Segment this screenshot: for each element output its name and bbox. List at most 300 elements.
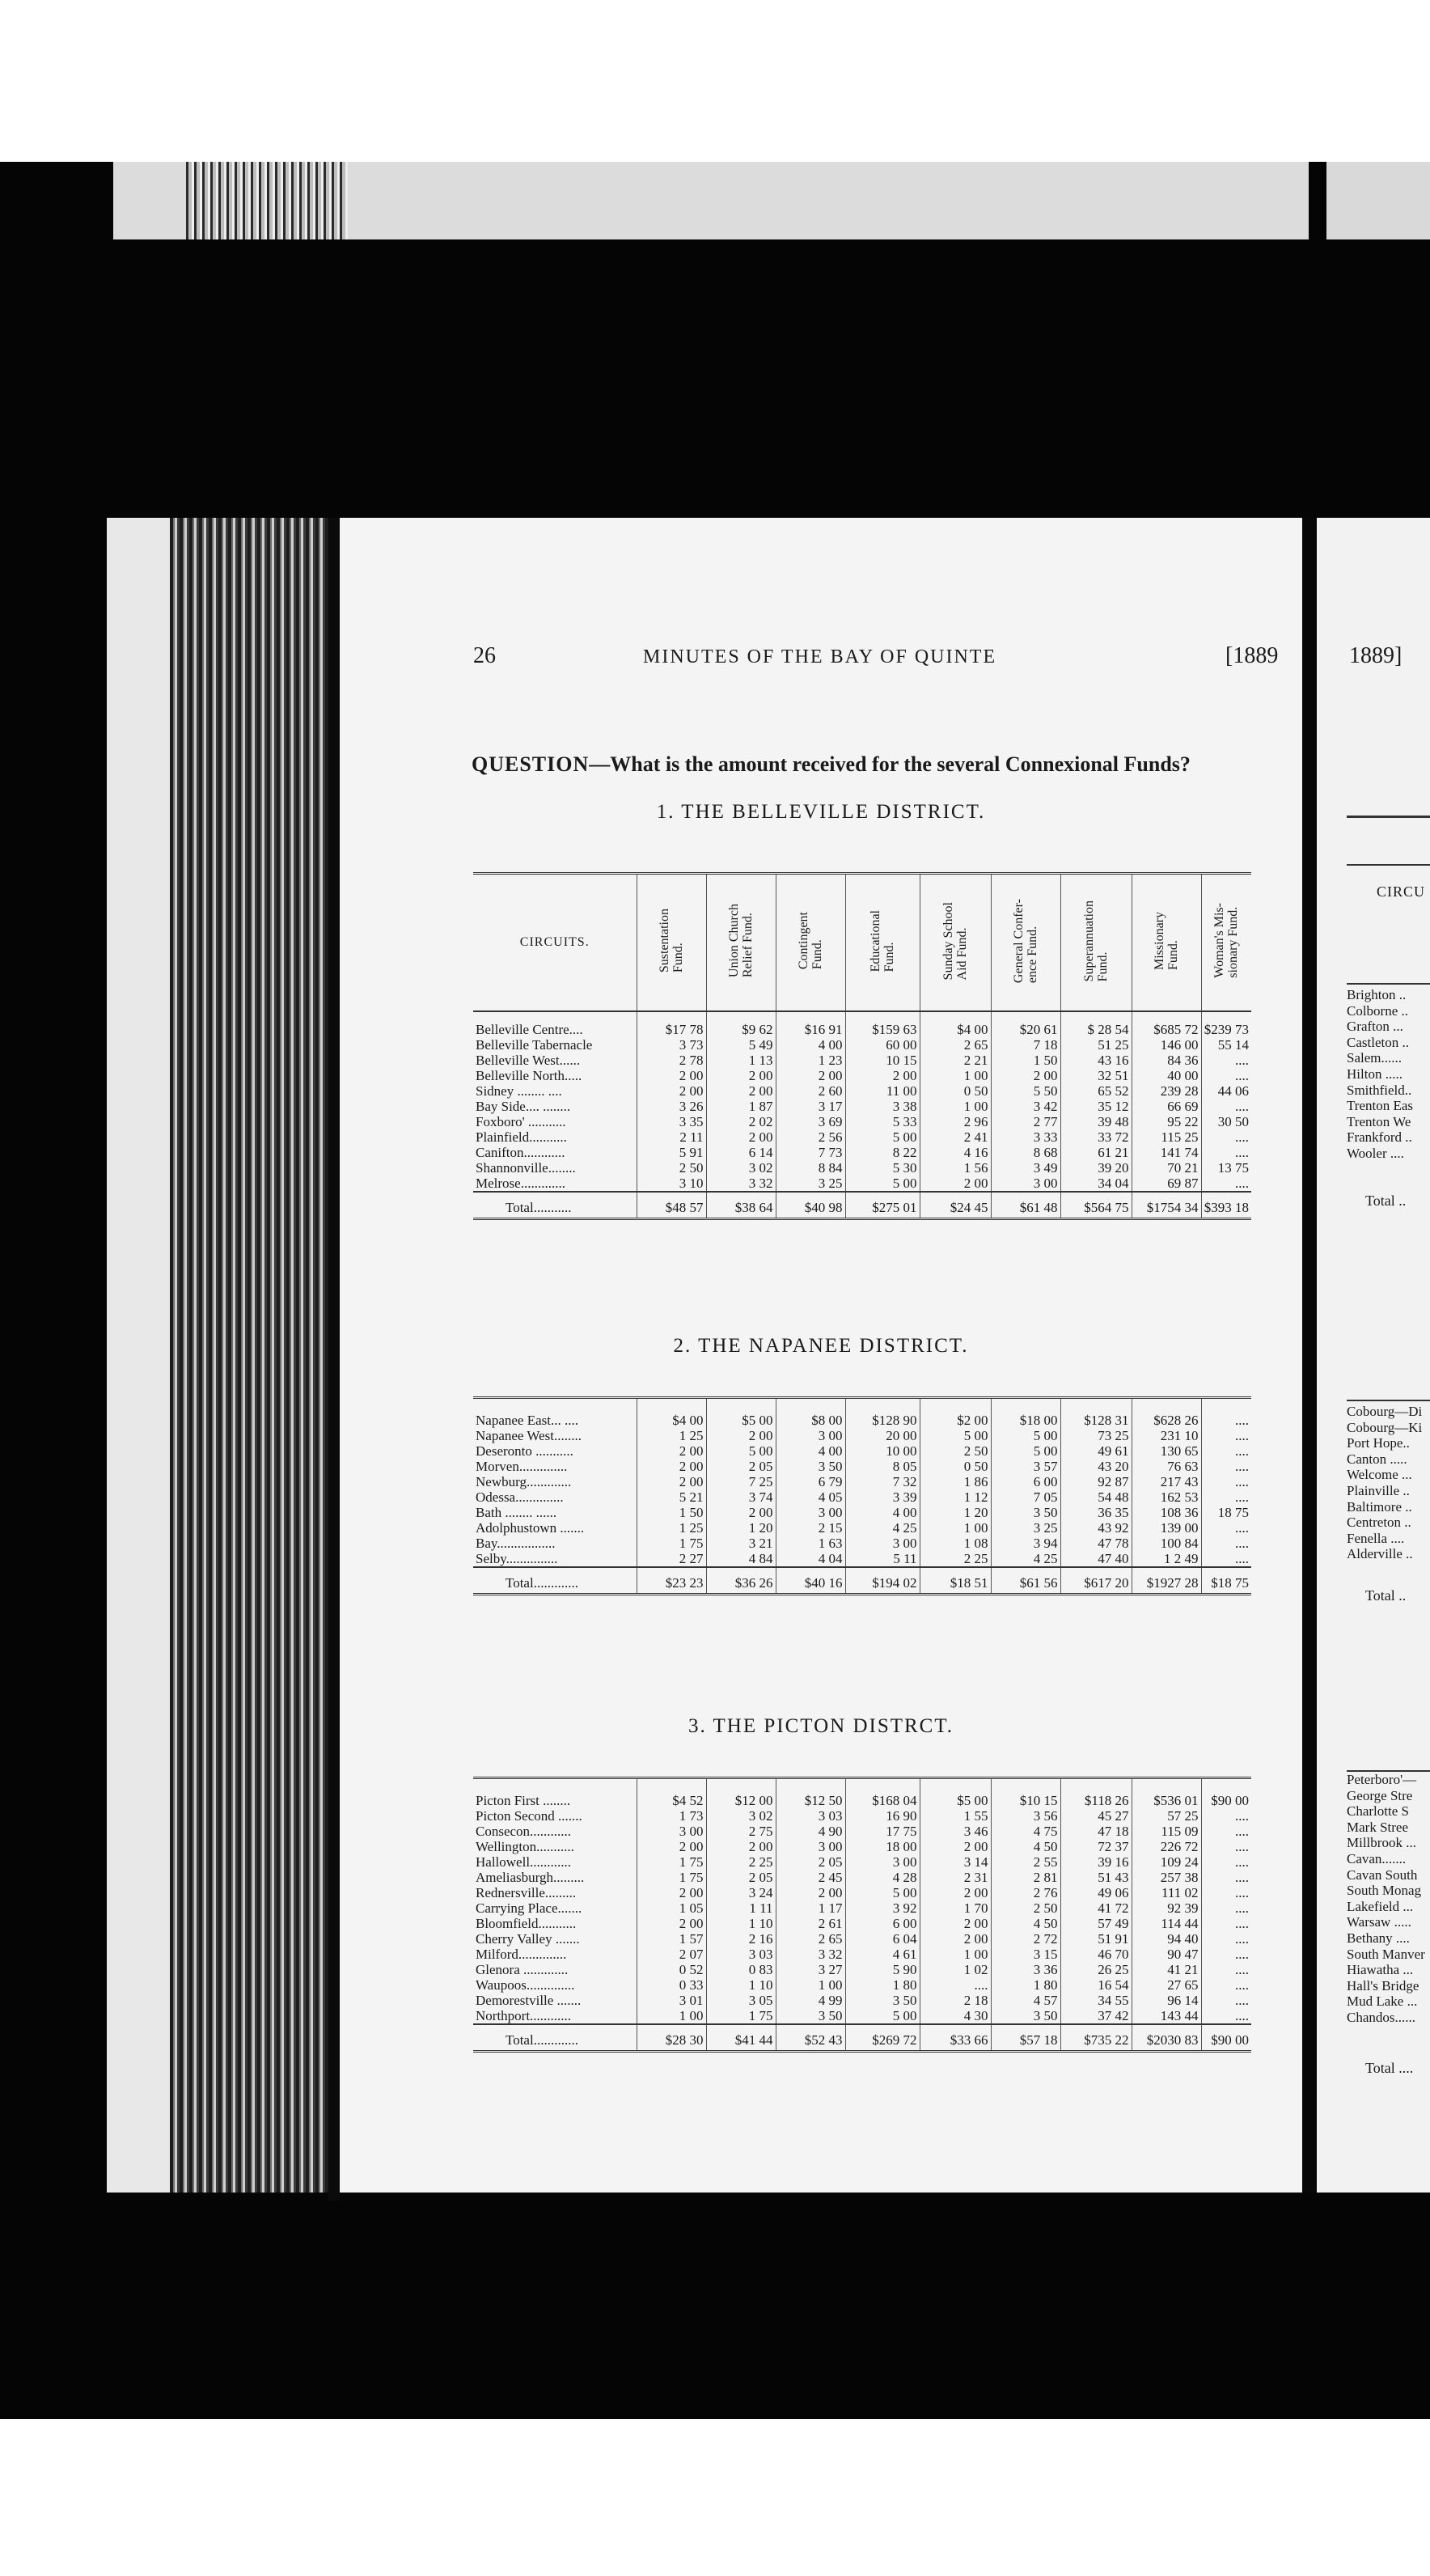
district-title-picton: 3. THE PICTON DISTRCT. [688, 1715, 954, 1737]
fund-value: 2 00 [920, 1931, 991, 1947]
fund-value: 5 33 [845, 1114, 920, 1129]
fund-value: 4 05 [776, 1489, 845, 1505]
circuit-name: Canifton............ [476, 1144, 565, 1160]
fund-value: 2 16 [706, 1931, 776, 1947]
fund-value: 226 72 [1132, 1839, 1201, 1854]
fund-value: 5 50 [991, 1083, 1060, 1099]
fund-value: 3 17 [776, 1099, 845, 1114]
fund-value: 43 16 [1060, 1053, 1132, 1068]
total-label: Total............. [473, 1567, 637, 1595]
circuit-name: Napanee East... .... [476, 1412, 578, 1428]
fund-value: 2 00 [637, 1443, 706, 1459]
right-page-circuit-name: Hilton ..... [1347, 1066, 1402, 1082]
fund-value: 2 41 [920, 1129, 991, 1145]
fund-value: 2 00 [637, 1916, 706, 1931]
fund-value: 11 00 [845, 1083, 920, 1099]
fund-value: 2 00 [776, 1885, 845, 1900]
fund-value: 1 00 [920, 1947, 991, 1962]
fund-value: 2 00 [706, 1839, 776, 1854]
circuit-name: Plainfield........... [476, 1129, 567, 1145]
fund-value: 3 56 [991, 1808, 1060, 1824]
fund-value: 2 76 [991, 1885, 1060, 1900]
right-page-rule [1347, 1400, 1430, 1401]
fund-value: 1 00 [776, 1977, 845, 1993]
column-header-label: Sustentation Fund. [658, 909, 685, 973]
total-value: $194 02 [845, 1567, 920, 1595]
fund-value: 8 05 [845, 1459, 920, 1474]
fund-value: 2 00 [706, 1428, 776, 1443]
right-page-rule [1347, 983, 1430, 985]
fund-value: 100 84 [1132, 1536, 1201, 1551]
fund-value: 90 47 [1132, 1947, 1201, 1962]
fund-value: 4 04 [776, 1551, 845, 1567]
fund-value: 33 72 [1060, 1129, 1132, 1145]
fund-value: 1 73 [637, 1808, 706, 1824]
right-page-circuit-name: George Stre [1347, 1787, 1413, 1803]
fund-value: 2 00 [920, 1916, 991, 1931]
fund-value: 4 16 [920, 1145, 991, 1160]
fund-value: $4 00 [920, 1011, 991, 1037]
fund-value: 108 36 [1132, 1505, 1201, 1520]
fund-value: 8 22 [845, 1145, 920, 1160]
fund-value: $10 15 [991, 1783, 1060, 1808]
table-row [473, 1551, 1251, 1567]
fund-value: 3 49 [991, 1160, 1060, 1176]
fund-value: 3 25 [991, 1520, 1060, 1536]
table-row [473, 1808, 1251, 1824]
fund-value: 1 02 [920, 1962, 991, 1977]
fund-value: 72 37 [1060, 1839, 1132, 1854]
column-header-label: General Confer- ence Fund. [1012, 898, 1039, 983]
fund-value: 114 44 [1132, 1916, 1201, 1931]
fund-value: .... [1201, 1099, 1251, 1114]
fund-value: 16 54 [1060, 1977, 1132, 1993]
fund-value: 1 2 49 [1132, 1551, 1201, 1567]
fund-value: 5 00 [845, 1176, 920, 1192]
fund-value: 1 20 [706, 1520, 776, 1536]
fund-value: 3 50 [776, 1459, 845, 1474]
fund-value: 95 22 [1132, 1114, 1201, 1129]
fund-value: 3 57 [991, 1459, 1060, 1474]
fund-value: 3 10 [637, 1176, 706, 1192]
fund-value: 2 21 [920, 1053, 991, 1068]
fund-value: .... [1201, 1459, 1251, 1474]
fund-value: 13 75 [1201, 1160, 1251, 1176]
fund-value: 2 81 [991, 1870, 1060, 1885]
fund-value: 7 73 [776, 1145, 845, 1160]
fund-value: 2 00 [920, 1176, 991, 1192]
fund-value: 35 12 [1060, 1099, 1132, 1114]
fund-value: 3 42 [991, 1099, 1060, 1114]
fund-value: 2 05 [776, 1854, 845, 1870]
total-value: $1927 28 [1132, 1567, 1201, 1595]
fund-value: 3 50 [776, 2008, 845, 2024]
fund-value: .... [1201, 1403, 1251, 1428]
fund-value: 1 75 [706, 2008, 776, 2024]
fund-value: 60 00 [845, 1037, 920, 1053]
fund-value: 7 18 [991, 1037, 1060, 1053]
circuit-name: Belleville West...... [476, 1052, 581, 1068]
fund-value: .... [1201, 1474, 1251, 1489]
right-page-circuit-name: Cobourg—Di [1347, 1404, 1423, 1419]
total-label: Total........... [473, 1192, 637, 1219]
fund-value: 2 56 [776, 1129, 845, 1145]
right-page-circuit-name: Frankford .. [1347, 1129, 1412, 1146]
total-value: $393 18 [1201, 1192, 1251, 1219]
fund-value: 3 39 [845, 1489, 920, 1505]
fund-value: 2 96 [920, 1114, 991, 1129]
total-value: $48 57 [637, 1192, 706, 1219]
right-page-circuit-name: Cavan....... [1347, 1850, 1407, 1866]
total-value: $18 51 [920, 1567, 991, 1595]
fund-value: 2 27 [637, 1551, 706, 1567]
fund-value: 2 00 [845, 1068, 920, 1083]
right-page-circuit-name: Welcome ... [1347, 1467, 1412, 1483]
fund-value: 1 08 [920, 1536, 991, 1551]
fund-value: $9 62 [706, 1011, 776, 1037]
fund-value: .... [1201, 1947, 1251, 1962]
circuit-name: Hallowell............ [476, 1854, 572, 1870]
column-header-label: Missionary Fund. [1153, 911, 1180, 970]
table-row [473, 1977, 1251, 1993]
fund-value: 34 55 [1060, 1993, 1132, 2008]
fund-value: 2 25 [706, 1854, 776, 1870]
fund-value: 47 40 [1060, 1551, 1132, 1567]
right-page-circuit-name: Millbrook ... [1347, 1835, 1416, 1851]
table-row [473, 1099, 1251, 1114]
fund-value: 6 00 [991, 1474, 1060, 1489]
fund-value: .... [1201, 1145, 1251, 1160]
fund-value: 2 00 [706, 1083, 776, 1099]
fund-value: 45 27 [1060, 1808, 1132, 1824]
table-row [473, 2008, 1251, 2024]
fund-value: 1 56 [920, 1160, 991, 1176]
fund-value: 2 75 [706, 1824, 776, 1839]
previous-right-page-strip [1326, 162, 1430, 239]
table-row [473, 1053, 1251, 1068]
right-page-circuit-name: Hiawatha ... [1347, 1962, 1414, 1978]
total-row [473, 1192, 1251, 1219]
fund-value: .... [1201, 1962, 1251, 1977]
right-page-circuit-name: Chandos...... [1347, 2009, 1415, 2025]
fund-value: 5 91 [637, 1145, 706, 1160]
fund-value: 39 48 [1060, 1114, 1132, 1129]
fund-value: 2 00 [637, 1885, 706, 1900]
fund-value: 34 04 [1060, 1176, 1132, 1192]
fund-value: 41 72 [1060, 1900, 1132, 1916]
right-page-circuits-header: CIRCU [1377, 883, 1426, 900]
fund-value: 18 75 [1201, 1505, 1251, 1520]
circuit-name: Adolphustown ....... [476, 1519, 585, 1536]
fund-value: 36 35 [1060, 1505, 1132, 1520]
fund-value: 1 75 [637, 1854, 706, 1870]
circuit-name: Picton Second ....... [476, 1807, 582, 1824]
fund-value: 4 00 [776, 1443, 845, 1459]
total-value: $23 23 [637, 1567, 706, 1595]
fund-value: 1 12 [920, 1489, 991, 1505]
fund-value: 16 90 [845, 1808, 920, 1824]
total-label: Total............. [473, 2024, 637, 2052]
fund-value: 3 00 [845, 1854, 920, 1870]
total-value: $1754 34 [1132, 1192, 1201, 1219]
table-row [473, 1931, 1251, 1947]
fund-value: 2 00 [637, 1459, 706, 1474]
fund-value: 3 50 [991, 2008, 1060, 2024]
fund-value: .... [1201, 1870, 1251, 1885]
total-value: $61 48 [991, 1192, 1060, 1219]
fund-value: 1 00 [920, 1520, 991, 1536]
fund-value: 61 21 [1060, 1145, 1132, 1160]
circuit-name: Belleville Tabernacle [476, 1036, 593, 1053]
fund-value: 2 00 [920, 1885, 991, 1900]
fund-value: $239 73 [1201, 1011, 1251, 1037]
fund-value: 115 25 [1132, 1129, 1201, 1145]
fund-value: 2 11 [637, 1129, 706, 1145]
total-value: $41 44 [706, 2024, 776, 2052]
center-gutter [1302, 518, 1317, 2193]
circuit-name: Glenora ............. [476, 1961, 569, 1977]
right-page-list-3 [1347, 1772, 1425, 2026]
table-row [473, 1428, 1251, 1443]
circuit-name: Northport............ [476, 2007, 572, 2023]
total-value: $33 66 [920, 2024, 991, 2052]
question-heading [472, 752, 1288, 777]
right-page-year: 1889] [1349, 643, 1402, 668]
right-page-circuit-name: Trenton We [1347, 1113, 1411, 1129]
right-page-circuit-name: Plainville .. [1347, 1482, 1410, 1498]
fund-value: $90 00 [1201, 1783, 1251, 1808]
circuit-name: Cherry Valley ....... [476, 1930, 580, 1947]
fund-value: $12 50 [776, 1783, 845, 1808]
fund-value: 5 21 [637, 1489, 706, 1505]
fund-value: $159 63 [845, 1011, 920, 1037]
fund-value: 2 18 [920, 1993, 991, 2008]
fund-value: .... [1201, 1916, 1251, 1931]
table-row [473, 1839, 1251, 1854]
fund-value: 96 14 [1132, 1993, 1201, 2008]
table-row [473, 1068, 1251, 1083]
fund-value: $118 26 [1060, 1783, 1132, 1808]
fund-value: 3 15 [991, 1947, 1060, 1962]
circuit-name: Bay................. [476, 1535, 556, 1551]
fund-value: 4 57 [991, 1993, 1060, 2008]
right-page-circuit-name: Cobourg—Ki [1347, 1419, 1423, 1435]
fund-value: 6 00 [845, 1916, 920, 1931]
fund-value: 1 86 [920, 1474, 991, 1489]
right-page-circuit-name: Smithfield.. [1347, 1082, 1412, 1098]
circuit-name: Belleville North..... [476, 1067, 582, 1083]
fund-value: 3 32 [776, 1947, 845, 1962]
fund-value: .... [1201, 1489, 1251, 1505]
circuit-name: Deseronto ........... [476, 1443, 573, 1459]
fund-value: 1 00 [920, 1099, 991, 1114]
fund-value: 2 00 [706, 1129, 776, 1145]
book-page-edges [170, 518, 336, 2193]
table-row [473, 1824, 1251, 1839]
fund-value: $128 31 [1060, 1403, 1132, 1428]
fund-value: 1 25 [637, 1520, 706, 1536]
circuit-name: Picton First ........ [476, 1792, 571, 1808]
fund-value: 17 75 [845, 1824, 920, 1839]
fund-value: $8 00 [776, 1403, 845, 1428]
fund-value: 8 68 [991, 1145, 1060, 1160]
right-page-rule [1347, 816, 1430, 818]
right-page-circuit-name: South Monag [1347, 1883, 1422, 1899]
right-page-total-3: Total .... [1365, 2060, 1414, 2076]
table-row [473, 1783, 1251, 1808]
fund-value: $2 00 [920, 1403, 991, 1428]
fund-value: 70 21 [1132, 1160, 1201, 1176]
fund-value: 3 69 [776, 1114, 845, 1129]
fund-value: 7 25 [706, 1474, 776, 1489]
fund-value: 1 75 [637, 1870, 706, 1885]
fund-value: 4 00 [776, 1037, 845, 1053]
fund-value: 3 50 [991, 1505, 1060, 1520]
fund-value: 39 16 [1060, 1854, 1132, 1870]
fund-value: 3 25 [776, 1176, 845, 1192]
fund-value: 162 53 [1132, 1489, 1201, 1505]
fund-value: 1 00 [920, 1068, 991, 1083]
fund-value: 5 00 [845, 1885, 920, 1900]
fund-value: 1 50 [991, 1053, 1060, 1068]
page-year: [1889 [1225, 643, 1279, 668]
fund-value: 3 03 [706, 1947, 776, 1962]
total-value: $28 30 [637, 2024, 706, 2052]
fund-value: 2 55 [991, 1854, 1060, 1870]
right-page-circuit-name: Grafton ... [1347, 1019, 1403, 1035]
page-number: 26 [473, 643, 496, 668]
fund-value: 69 87 [1132, 1176, 1201, 1192]
book-edge-lip [107, 518, 171, 2193]
fund-value: 5 90 [845, 1962, 920, 1977]
fund-value: 57 49 [1060, 1916, 1132, 1931]
fund-value: 4 25 [991, 1551, 1060, 1567]
fund-value: .... [1201, 1068, 1251, 1083]
table-row [473, 1176, 1251, 1192]
fund-value: 4 84 [706, 1551, 776, 1567]
total-value: $735 22 [1060, 2024, 1132, 2052]
fund-value: 26 25 [1060, 1962, 1132, 1977]
fund-value: 3 94 [991, 1536, 1060, 1551]
fund-value: 3 03 [776, 1808, 845, 1824]
fund-value: 1 20 [920, 1505, 991, 1520]
fund-value: 1 50 [637, 1505, 706, 1520]
fund-value: .... [1201, 1808, 1251, 1824]
fund-value: 2 61 [776, 1916, 845, 1931]
fund-value: 5 49 [706, 1037, 776, 1053]
fund-value: 217 43 [1132, 1474, 1201, 1489]
table-row [473, 1160, 1251, 1176]
fund-value: 1 05 [637, 1900, 706, 1916]
right-page-circuit-name: Centreton .. [1347, 1515, 1411, 1531]
fund-value: 1 25 [637, 1428, 706, 1443]
fund-value: 51 91 [1060, 1931, 1132, 1947]
circuit-name: Odessa.............. [476, 1489, 564, 1505]
right-page-circuit-name: Peterboro'— [1347, 1772, 1417, 1787]
fund-value: 27 65 [1132, 1977, 1201, 1993]
fund-value: $4 00 [637, 1403, 706, 1428]
fund-value: 1 87 [706, 1099, 776, 1114]
previous-page-edges [186, 162, 348, 239]
fund-value: 0 52 [637, 1962, 706, 1977]
total-value: $2030 83 [1132, 2024, 1201, 2052]
fund-value: .... [1201, 2008, 1251, 2024]
fund-value: 5 30 [845, 1160, 920, 1176]
fund-value: 4 61 [845, 1947, 920, 1962]
table-row [473, 1870, 1251, 1885]
fund-value: $128 90 [845, 1403, 920, 1428]
fund-value: 3 50 [845, 1993, 920, 2008]
right-page-circuit-name: Colborne .. [1347, 1002, 1409, 1019]
fund-value: 51 25 [1060, 1037, 1132, 1053]
fund-value: 3 21 [706, 1536, 776, 1551]
right-page-circuit-name: Salem...... [1347, 1050, 1402, 1066]
total-value: $57 18 [991, 2024, 1060, 2052]
fund-value: 4 75 [991, 1824, 1060, 1839]
fund-value: .... [1201, 1977, 1251, 1993]
fund-value: 47 78 [1060, 1536, 1132, 1551]
circuit-name: Demorestville ....... [476, 1992, 582, 2008]
table-row [473, 1083, 1251, 1099]
fund-value: 3 46 [920, 1824, 991, 1839]
district-title-belleville: 1. THE BELLEVILLE DISTRICT. [656, 801, 986, 823]
fund-value: 2 15 [776, 1520, 845, 1536]
fund-value: .... [920, 1977, 991, 1993]
circuit-name: Bay Side.... ........ [476, 1098, 571, 1114]
fund-value: 2 00 [991, 1068, 1060, 1083]
right-page-circuit-name: Warsaw ..... [1347, 1914, 1411, 1930]
fund-value: .... [1201, 1900, 1251, 1916]
fund-value: 5 00 [991, 1428, 1060, 1443]
book-spine-shadow [328, 518, 340, 2201]
right-page-total-1: Total .. [1365, 1193, 1407, 1209]
fund-value: 7 32 [845, 1474, 920, 1489]
table-row [473, 1962, 1251, 1977]
circuit-name: Shannonville........ [476, 1159, 576, 1176]
total-row [473, 2024, 1251, 2052]
fund-value: 0 33 [637, 1977, 706, 1993]
fund-value: 3 00 [637, 1824, 706, 1839]
right-page-circuit-name: Lakefield ... [1347, 1898, 1414, 1914]
fund-value: 20 00 [845, 1428, 920, 1443]
fund-value: 43 92 [1060, 1520, 1132, 1536]
fund-value: 41 21 [1132, 1962, 1201, 1977]
circuit-name: Napanee West........ [476, 1427, 582, 1443]
circuits-column-header: CIRCUITS. [519, 935, 590, 950]
circuit-name: Newburg............. [476, 1473, 572, 1489]
fund-value: 4 90 [776, 1824, 845, 1839]
fund-value: 4 50 [991, 1916, 1060, 1931]
fund-value: 2 02 [706, 1114, 776, 1129]
fund-value: 2 00 [706, 1068, 776, 1083]
fund-value: 2 77 [991, 1114, 1060, 1129]
circuit-name: Ameliasburgh......... [476, 1869, 585, 1885]
fund-value: $20 61 [991, 1011, 1060, 1037]
circuit-name: Belleville Centre.... [476, 1021, 583, 1037]
fund-value: 2 72 [991, 1931, 1060, 1947]
fund-value: 73 25 [1060, 1428, 1132, 1443]
fund-value: $17 78 [637, 1011, 706, 1037]
fund-value: 1 80 [845, 1977, 920, 1993]
column-header [845, 874, 920, 1011]
fund-value: 39 20 [1060, 1160, 1132, 1176]
circuit-name: Milford.............. [476, 1946, 567, 1962]
fund-value: 231 10 [1132, 1428, 1201, 1443]
fund-value: .... [1201, 1551, 1251, 1567]
total-value: $40 98 [776, 1192, 845, 1219]
fund-value: 130 65 [1132, 1443, 1201, 1459]
fund-value: 109 24 [1132, 1854, 1201, 1870]
